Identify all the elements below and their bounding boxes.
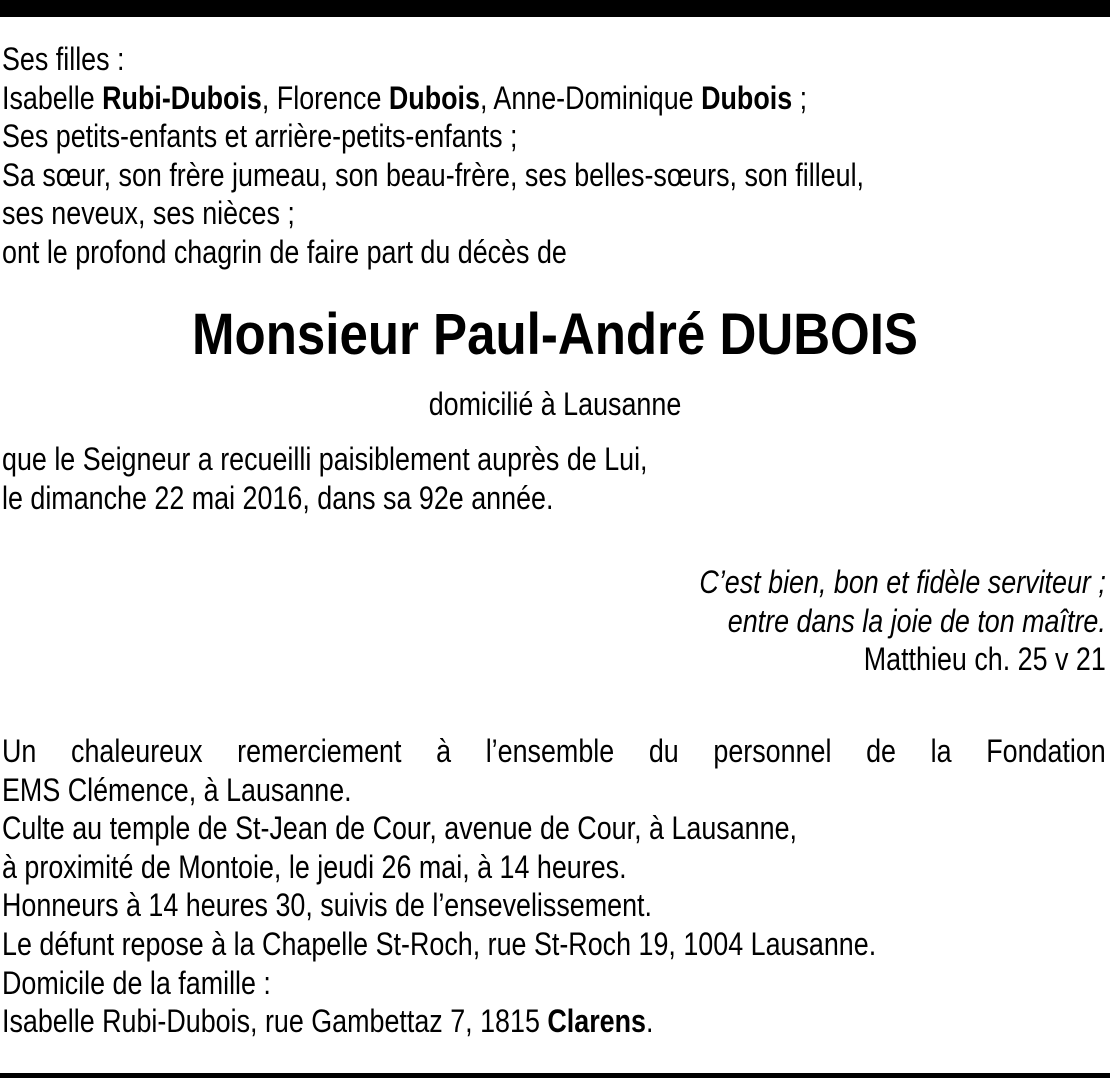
intro-line-nephews: ses neveux, ses nièces ; (2, 195, 295, 232)
passing-block (2, 440, 1106, 517)
daughter2-last: Dubois (388, 79, 480, 116)
family-address-end: . (645, 1003, 654, 1040)
line-end: ; (792, 79, 808, 116)
family-label: Domicile de la famille : (2, 964, 271, 1001)
daughter1-first: Isabelle (2, 79, 103, 116)
family-address: Isabelle Rubi-Dubois, rue Gambettaz 7, 1815 (2, 1003, 548, 1040)
verse-line-1: C’est bien, bon et fidèle serviteur ; (699, 564, 1106, 600)
intro-block (2, 40, 1106, 272)
service-line-1: Culte au temple de St-Jean de Cour, avenue de Cour, à Lausanne, (2, 810, 797, 847)
deceased-name: Monsieur Paul-André DUBOIS (192, 302, 918, 367)
thanks-line-2: EMS Clémence, à Lausanne. (2, 771, 352, 808)
verse-line-2: entre dans la joie de ton maître. (727, 602, 1106, 639)
separator-1: , Florence (261, 79, 389, 116)
intro-line-grandchildren: Ses petits-enfants et arrière-petits-enfants ; (2, 118, 518, 155)
top-rule (0, 0, 1110, 17)
daughter1-last: Rubi-Dubois (102, 79, 262, 116)
intro-line-daughters-label: Ses filles : (2, 41, 125, 77)
verse-reference: Matthieu ch. 25 v 21 (863, 641, 1106, 678)
intro-line-announcement: ont le profond chagrin de faire part du décès de (2, 233, 567, 270)
repose-line: Le défunt repose à la Chapelle St-Roch, rue St-Roch 19, 1004 Lausanne. (2, 925, 877, 962)
bottom-rule (0, 1073, 1110, 1078)
service-line-2: à proximité de Montoie, le jeudi 26 mai, à 14 heures. (2, 848, 627, 885)
details-block (2, 732, 1106, 1041)
deceased-residence: domicilié à Lausanne (428, 386, 682, 422)
intro-line-siblings: Sa sœur, son frère jumeau, son beau-frère, ses belles-sœurs, son filleul, (2, 156, 865, 193)
passing-line-1: que le Seigneur a recueilli paisiblement auprès de Lui, (2, 441, 648, 477)
honours-line: Honneurs à 14 heures 30, suivis de l’ensevelissement. (2, 887, 652, 924)
thanks-line-1: Un chaleureux remerciement à l’ensemble du personnel de la Fondation (2, 733, 1106, 769)
intro-line-daughters (2, 79, 929, 118)
family-address-line (2, 1002, 929, 1041)
verse-quote (622, 563, 1106, 679)
daughter3-last: Dubois (701, 79, 793, 116)
separator-2: , Anne-Dominique (479, 79, 702, 116)
family-city: Clarens (547, 1003, 646, 1040)
passing-line-2: le dimanche 22 mai 2016, dans sa 92e année. (2, 479, 554, 516)
